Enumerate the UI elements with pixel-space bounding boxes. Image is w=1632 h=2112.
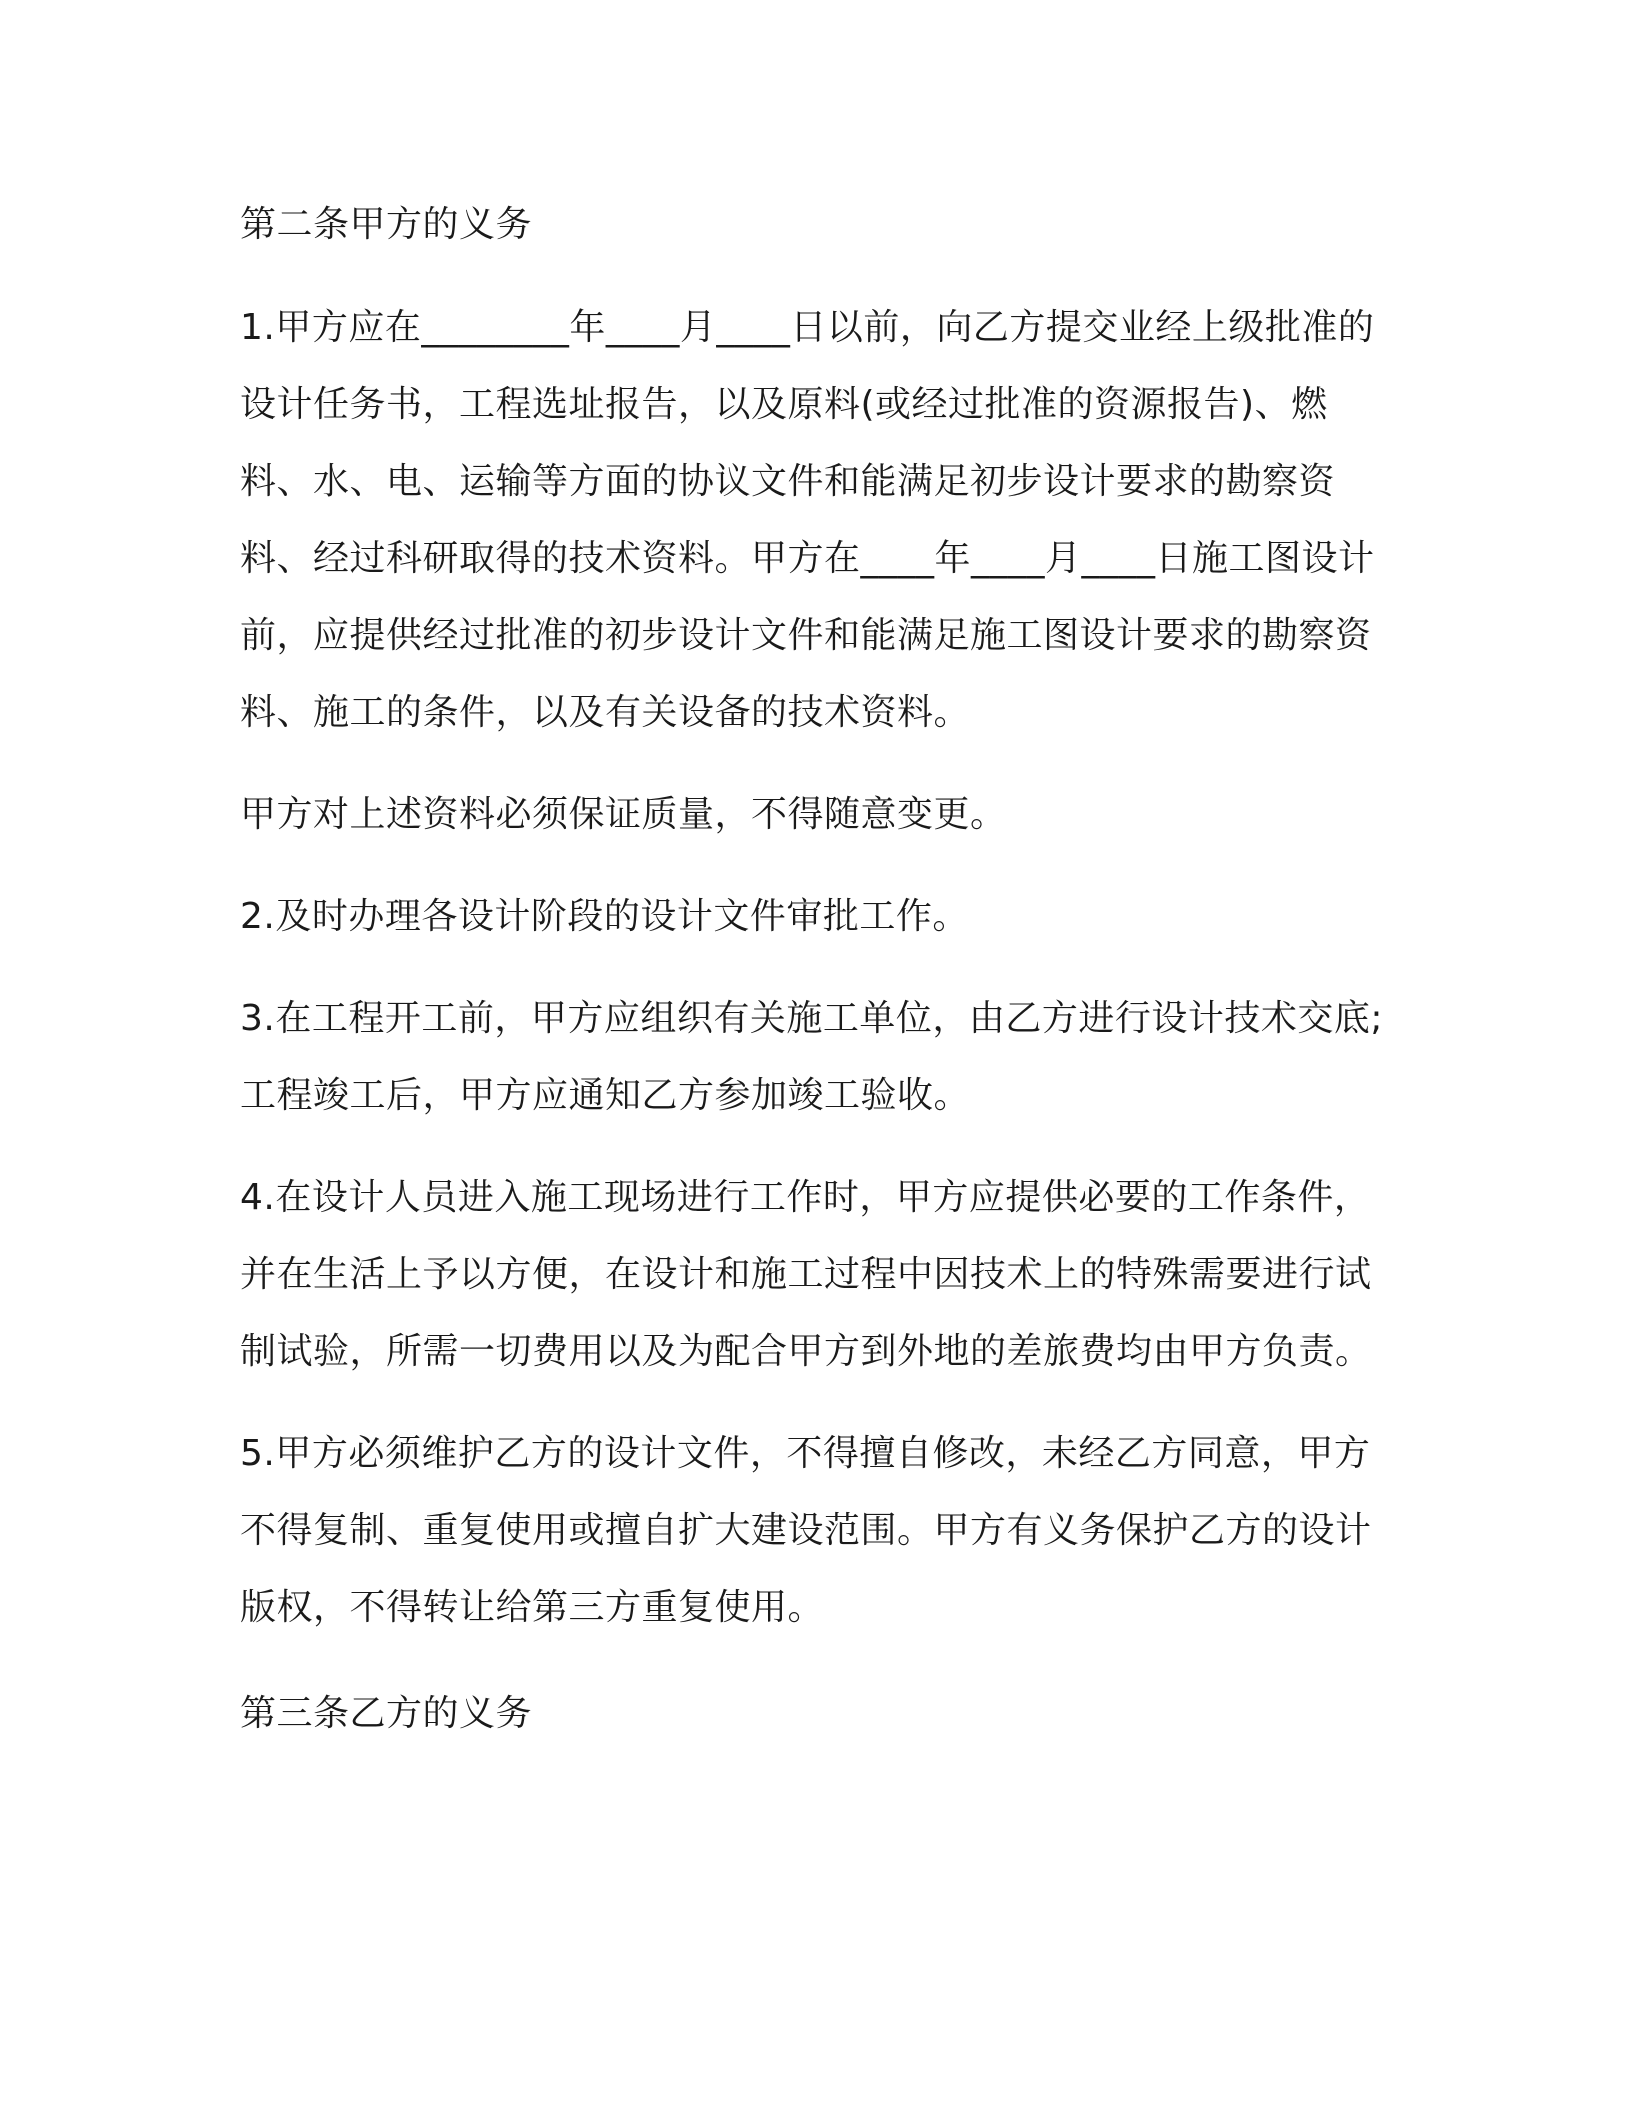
clause-3-paragraph: 3.在工程开工前，甲方应组织有关施工单位，由乙方进行设计技术交底;工程竣工后，甲方应通知乙方参加竣工验收。 <box>240 998 1383 1116</box>
section-3-title: 第三条乙方的义务 <box>240 1693 533 1734</box>
clause-4-paragraph: 4.在设计人员进入施工现场进行工作时，甲方应提供必要的工作条件，并在生活上予以方便，在设计和施工过程中因技术上的特殊需要进行试制试验，所需一切费用以及为配合甲方到外地的差旅费均由甲方负责。 <box>240 1177 1372 1372</box>
document-body <box>240 186 1395 1752</box>
clause-1-note: 甲方对上述资料必须保证质量，不得随意变更。 <box>240 794 1007 835</box>
clause-1-paragraph: 1.甲方应在________年____月____日以前，向乙方提交业经上级批准的设计任务书，工程选址报告，以及原料(或经过批准的资源报告)、燃料、水、电、运输等方面的协议文件和能满足初步设计要求的勘察资料、经过科研取得的技术资料。甲方在____年____月____日施工图设计前，应提供经过批准的初步设计文件和能满足施工图设计要求的勘察资料、施工的条件，以及有关设备的技术资料。 <box>240 307 1375 733</box>
clause-5-paragraph: 5.甲方必须维护乙方的设计文件，不得擅自修改，未经乙方同意，甲方不得复制、重复使用或擅自扩大建设范围。甲方有义务保护乙方的设计版权，不得转让给第三方重复使用。 <box>240 1433 1372 1628</box>
clause-2-paragraph: 2.及时办理各设计阶段的设计文件审批工作。 <box>240 896 969 937</box>
section-2-title: 第二条甲方的义务 <box>240 204 533 245</box>
